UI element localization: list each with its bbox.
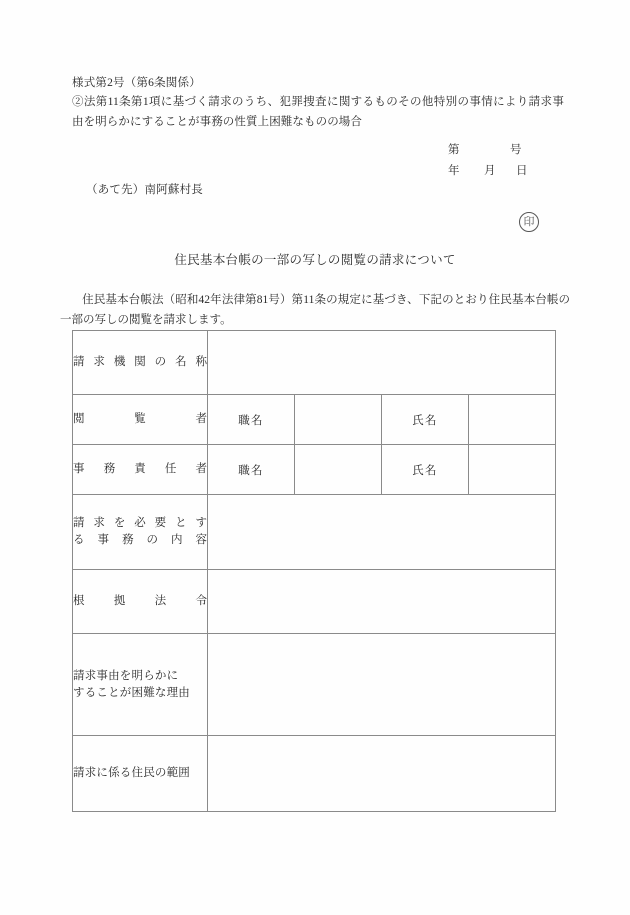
- sublabel-text: 職名: [238, 464, 264, 477]
- label-text: 請求に係る住民の範囲: [73, 767, 190, 779]
- sublabel-text: 職名: [238, 414, 264, 427]
- field-difficulty-reason[interactable]: [208, 634, 556, 736]
- field-viewer-position[interactable]: [295, 395, 382, 445]
- label-legal-basis: [73, 570, 208, 634]
- field-agency-name[interactable]: [208, 331, 556, 395]
- date-year: 年: [448, 165, 460, 177]
- page-title: 住民基本台帳の一部の写しの閲覧の請求について: [174, 253, 456, 267]
- sublabel-officer-position: [208, 445, 295, 495]
- document-number-and-date: [448, 140, 528, 182]
- table-row: [73, 395, 556, 445]
- field-officer-position[interactable]: [295, 445, 382, 495]
- field-duty-content[interactable]: [208, 495, 556, 570]
- table-row: [73, 495, 556, 570]
- number-suffix: 号: [510, 144, 522, 156]
- number-prefix: 第: [448, 144, 460, 156]
- table-row: [73, 736, 556, 812]
- label-viewer: [73, 395, 208, 445]
- label-responsible-officer: [73, 445, 208, 495]
- request-form-table: [72, 330, 556, 812]
- label-text: 根拠法令: [73, 595, 207, 607]
- date-day: 日: [516, 165, 528, 177]
- label-difficulty-reason: [73, 634, 208, 736]
- body-paragraph-text: 住民基本台帳法（昭和42年法律第81号）第11条の規定に基づき、下記のとおり住民基本台帳の一部の写しの閲覧を請求します。: [60, 294, 570, 326]
- document-date-line: [448, 161, 528, 182]
- sublabel-officer-name: [382, 445, 469, 495]
- sublabel-viewer-name: [382, 395, 469, 445]
- field-legal-basis[interactable]: [208, 570, 556, 634]
- table-row: [73, 445, 556, 495]
- sublabel-text: 氏名: [412, 464, 438, 477]
- label-text-line1: 請求を必要とす: [73, 517, 207, 529]
- label-text: 請求機関の名称: [73, 356, 207, 368]
- label-text: 事務責任者: [73, 463, 207, 475]
- label-text-line2: することが困難な理由: [73, 686, 190, 699]
- label-resident-scope: [73, 736, 208, 812]
- seal-icon: 印: [519, 212, 539, 232]
- addressee: （あて先）南阿蘇村長: [86, 184, 203, 196]
- label-agency-name: [73, 331, 208, 395]
- sublabel-viewer-position: [208, 395, 295, 445]
- table-row: [73, 331, 556, 395]
- table-row: [73, 570, 556, 634]
- clause-note: ②法第11条第1項に基づく請求のうち、犯罪捜査に関するものその他特別の事情により請求事由を明らかにすることが事務の性質上困難なものの場合: [72, 96, 564, 128]
- field-officer-name[interactable]: [469, 445, 556, 495]
- label-text-line2: る事務の内容: [73, 534, 207, 546]
- form-code: 様式第2号（第6条関係）: [72, 77, 201, 89]
- table-row: [73, 634, 556, 736]
- body-paragraph: [60, 290, 570, 330]
- document-number-line: [448, 140, 528, 161]
- label-text: 閲覧者: [73, 413, 207, 425]
- field-resident-scope[interactable]: [208, 736, 556, 812]
- field-viewer-name[interactable]: [469, 395, 556, 445]
- sublabel-text: 氏名: [412, 414, 438, 427]
- date-month: 月: [484, 165, 496, 177]
- label-text-line1: 請求事由を明らかに: [73, 669, 179, 682]
- label-duty-content: [73, 495, 208, 570]
